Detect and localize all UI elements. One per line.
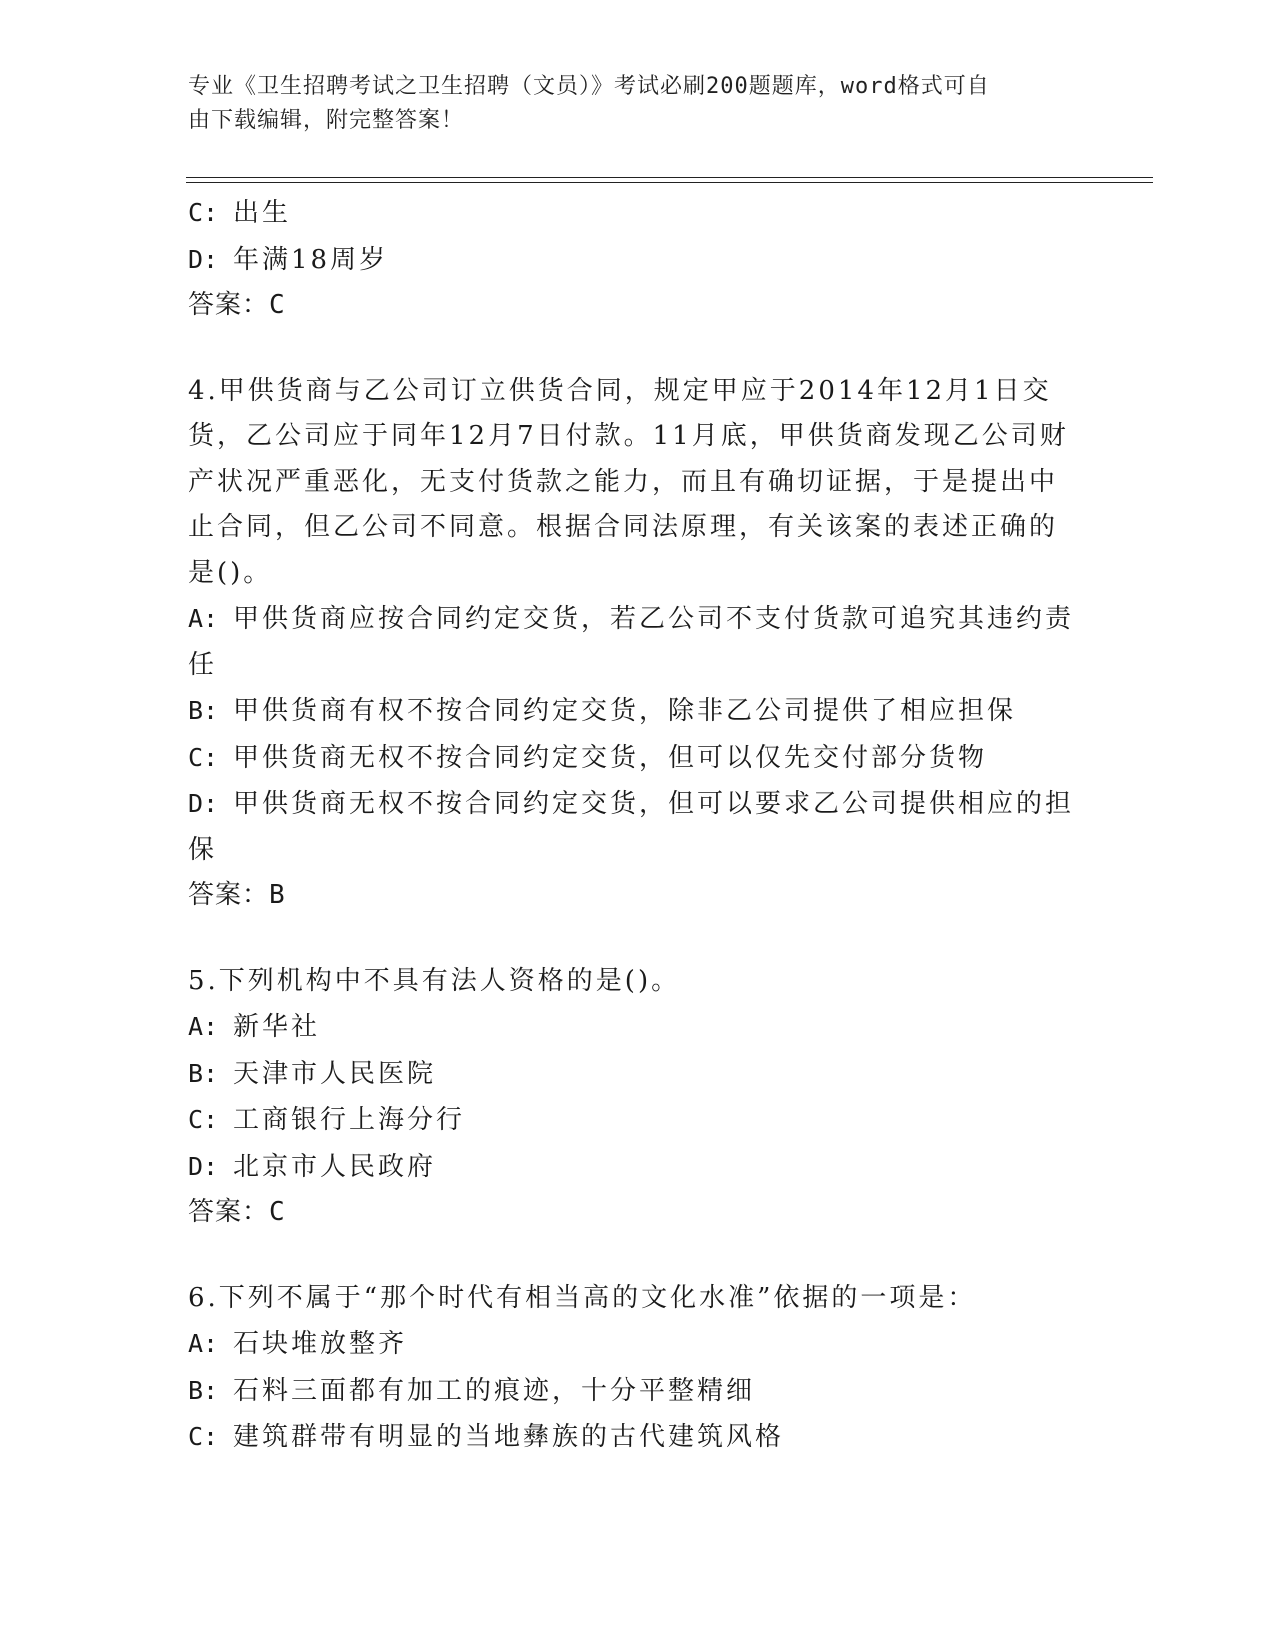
option-label: D: [188, 789, 219, 818]
question-3-tail [188, 190, 1088, 329]
option-label: C: [188, 1105, 219, 1134]
option-d [188, 781, 1088, 828]
header-divider-bottom [186, 182, 1153, 183]
option-d [188, 1144, 1088, 1191]
answer-line [188, 1190, 1088, 1236]
option-text: 石料三面都有加工的痕迹，十分平整精细 [233, 1375, 756, 1406]
option-text: 建筑群带有明显的当地彝族的古代建筑风格 [233, 1422, 785, 1452]
answer-label: 答案： [188, 880, 270, 910]
header-line-2: 由下载编辑，附完整答案！ [188, 108, 465, 133]
header-line-1: 专业《卫生招聘考试之卫生招聘（文员）》考试必刷200题题库，word格式可自 [188, 74, 990, 99]
option-a [188, 1321, 1088, 1368]
document-header [188, 70, 1068, 138]
header-divider-top [186, 177, 1153, 178]
option-d-continued: 保 [188, 834, 218, 865]
answer-line [188, 873, 1088, 919]
option-text: 年满18周岁 [233, 244, 389, 275]
option-label: B: [188, 1058, 219, 1088]
option-label: C: [188, 198, 219, 227]
option-c [188, 735, 1088, 782]
answer-label: 答案： [188, 1197, 270, 1227]
option-text: 石块堆放整齐 [233, 1329, 408, 1359]
option-c [188, 190, 1088, 237]
option-a [188, 596, 1088, 643]
question-stem-line: 止合同，但乙公司不同意。根据合同法原理，有关该案的表述正确的 [188, 512, 1059, 542]
option-label: A: [188, 1012, 219, 1041]
option-text: 出生 [233, 198, 292, 228]
option-label: D: [188, 244, 219, 274]
question-stem: 5.下列机构中不具有法人资格的是()。 [188, 965, 681, 996]
answer-value: B [269, 880, 286, 910]
option-text: 甲供货商应按合同约定交货，若乙公司不支付货款可追究其违约责 [233, 604, 1075, 634]
option-text: 工商银行上海分行 [233, 1105, 466, 1135]
option-text: 甲供货商无权不按合同约定交货，但可以仅先交付部分货物 [233, 742, 988, 773]
option-label: D: [188, 1151, 219, 1181]
question-6 [188, 1276, 1088, 1461]
option-label: B: [188, 1375, 219, 1405]
option-b [188, 688, 1088, 735]
answer-value: C [269, 290, 286, 320]
answer-label: 答案： [188, 290, 270, 320]
option-b [188, 1051, 1088, 1098]
option-text: 甲供货商无权不按合同约定交货，但可以要求乙公司提供相应的担 [233, 789, 1075, 819]
question-stem-line: 4.甲供货商与乙公司订立供货合同，规定甲应于2014年12月1日交 [188, 375, 1052, 406]
document-body [188, 190, 1088, 1461]
question-4 [188, 369, 1088, 919]
option-a-continued: 任 [188, 649, 218, 680]
option-label: C: [188, 742, 219, 772]
option-label: C: [188, 1422, 219, 1451]
answer-value: C [269, 1197, 286, 1227]
question-stem-line: 是()。 [188, 557, 273, 588]
option-text: 甲供货商有权不按合同约定交货，除非乙公司提供了相应担保 [233, 696, 1017, 726]
option-d [188, 237, 1088, 284]
question-5 [188, 959, 1088, 1236]
option-b [188, 1368, 1088, 1415]
option-label: A: [188, 1329, 219, 1358]
option-label: A: [188, 604, 219, 633]
option-label: B: [188, 696, 219, 725]
question-stem: 6.下列不属于“那个时代有相当高的文化水准”依据的一项是： [188, 1282, 977, 1313]
option-a [188, 1004, 1088, 1051]
option-text: 新华社 [233, 1012, 321, 1042]
option-text: 天津市人民医院 [233, 1058, 437, 1089]
answer-line [188, 283, 1088, 329]
option-text: 北京市人民政府 [233, 1151, 437, 1182]
question-stem-line: 产状况严重恶化，无支付货款之能力，而且有确切证据，于是提出中 [188, 466, 1059, 497]
question-stem-line: 货，乙公司应于同年12月7日付款。11月底，甲供货商发现乙公司财 [188, 421, 1069, 451]
option-c [188, 1097, 1088, 1144]
option-c [188, 1414, 1088, 1461]
